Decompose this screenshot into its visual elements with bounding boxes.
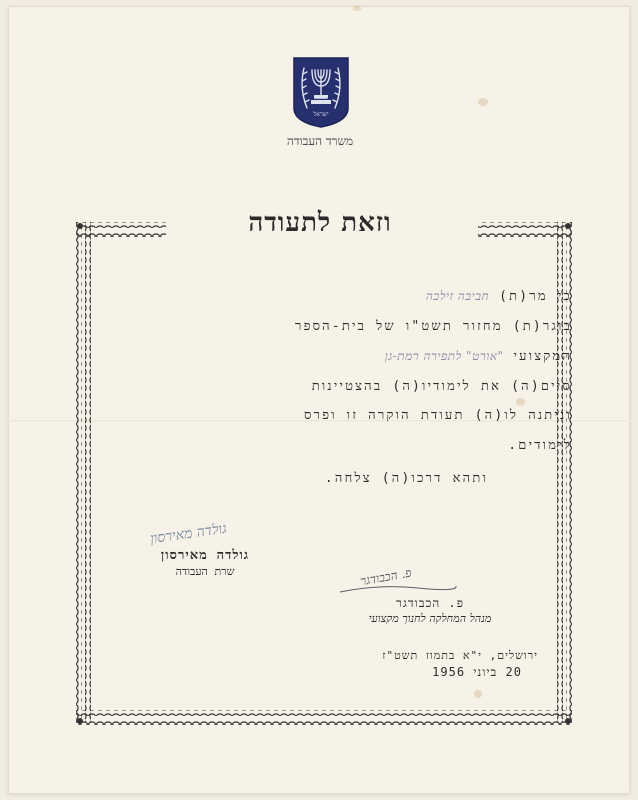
ministry-name: משרד העבודה [286, 134, 354, 148]
body-line-recipient [426, 288, 572, 304]
emblem-caption: ישראל [313, 111, 329, 118]
signature-right-handwriting: פ. הכבודגר [359, 565, 413, 589]
signer-right-role: מנהל המחלקה לחנוך מקצועי [368, 612, 492, 625]
body-line-studies: לימודים. [508, 438, 572, 453]
signature-left-handwriting: גולדה מאירסון [149, 520, 228, 548]
school-prefix: המקצועי [513, 349, 572, 364]
certificate-title: וזאת לתעודה [248, 208, 392, 238]
border-left [76, 222, 91, 722]
recipient-prefix: כי מר(ת) [499, 289, 572, 304]
border-bottom [76, 710, 572, 725]
body-line-award: וניתנה לו(ה) תעודת הוקרה זו ופרס [304, 408, 572, 423]
recipient-name: חביבה זילכה [425, 289, 490, 303]
signer-left-role: שרת העבודה [175, 565, 235, 578]
signature-underline [338, 582, 458, 596]
school-name: "אורט" לתפירה רמת-גן [384, 349, 504, 363]
date-gregorian: 20 ביוני 1956 [432, 665, 522, 679]
body-line-class: בוגר(ת) מחזור תשט"ו של בית-הספר [294, 319, 572, 334]
date-hebrew: ירושלים, י"א בתמוז תשט"ז [382, 649, 538, 662]
blessing-line: ותהא דרכו(ה) צלחה. [324, 471, 488, 486]
signer-right-name: פ. הכבודגר [396, 596, 464, 610]
body-line-completion: סיים(ה) את לימודיו(ה) בהצטיינות [311, 379, 572, 394]
body-line-school [385, 348, 572, 364]
signer-left-name: גולדה מאירסון [160, 548, 250, 563]
